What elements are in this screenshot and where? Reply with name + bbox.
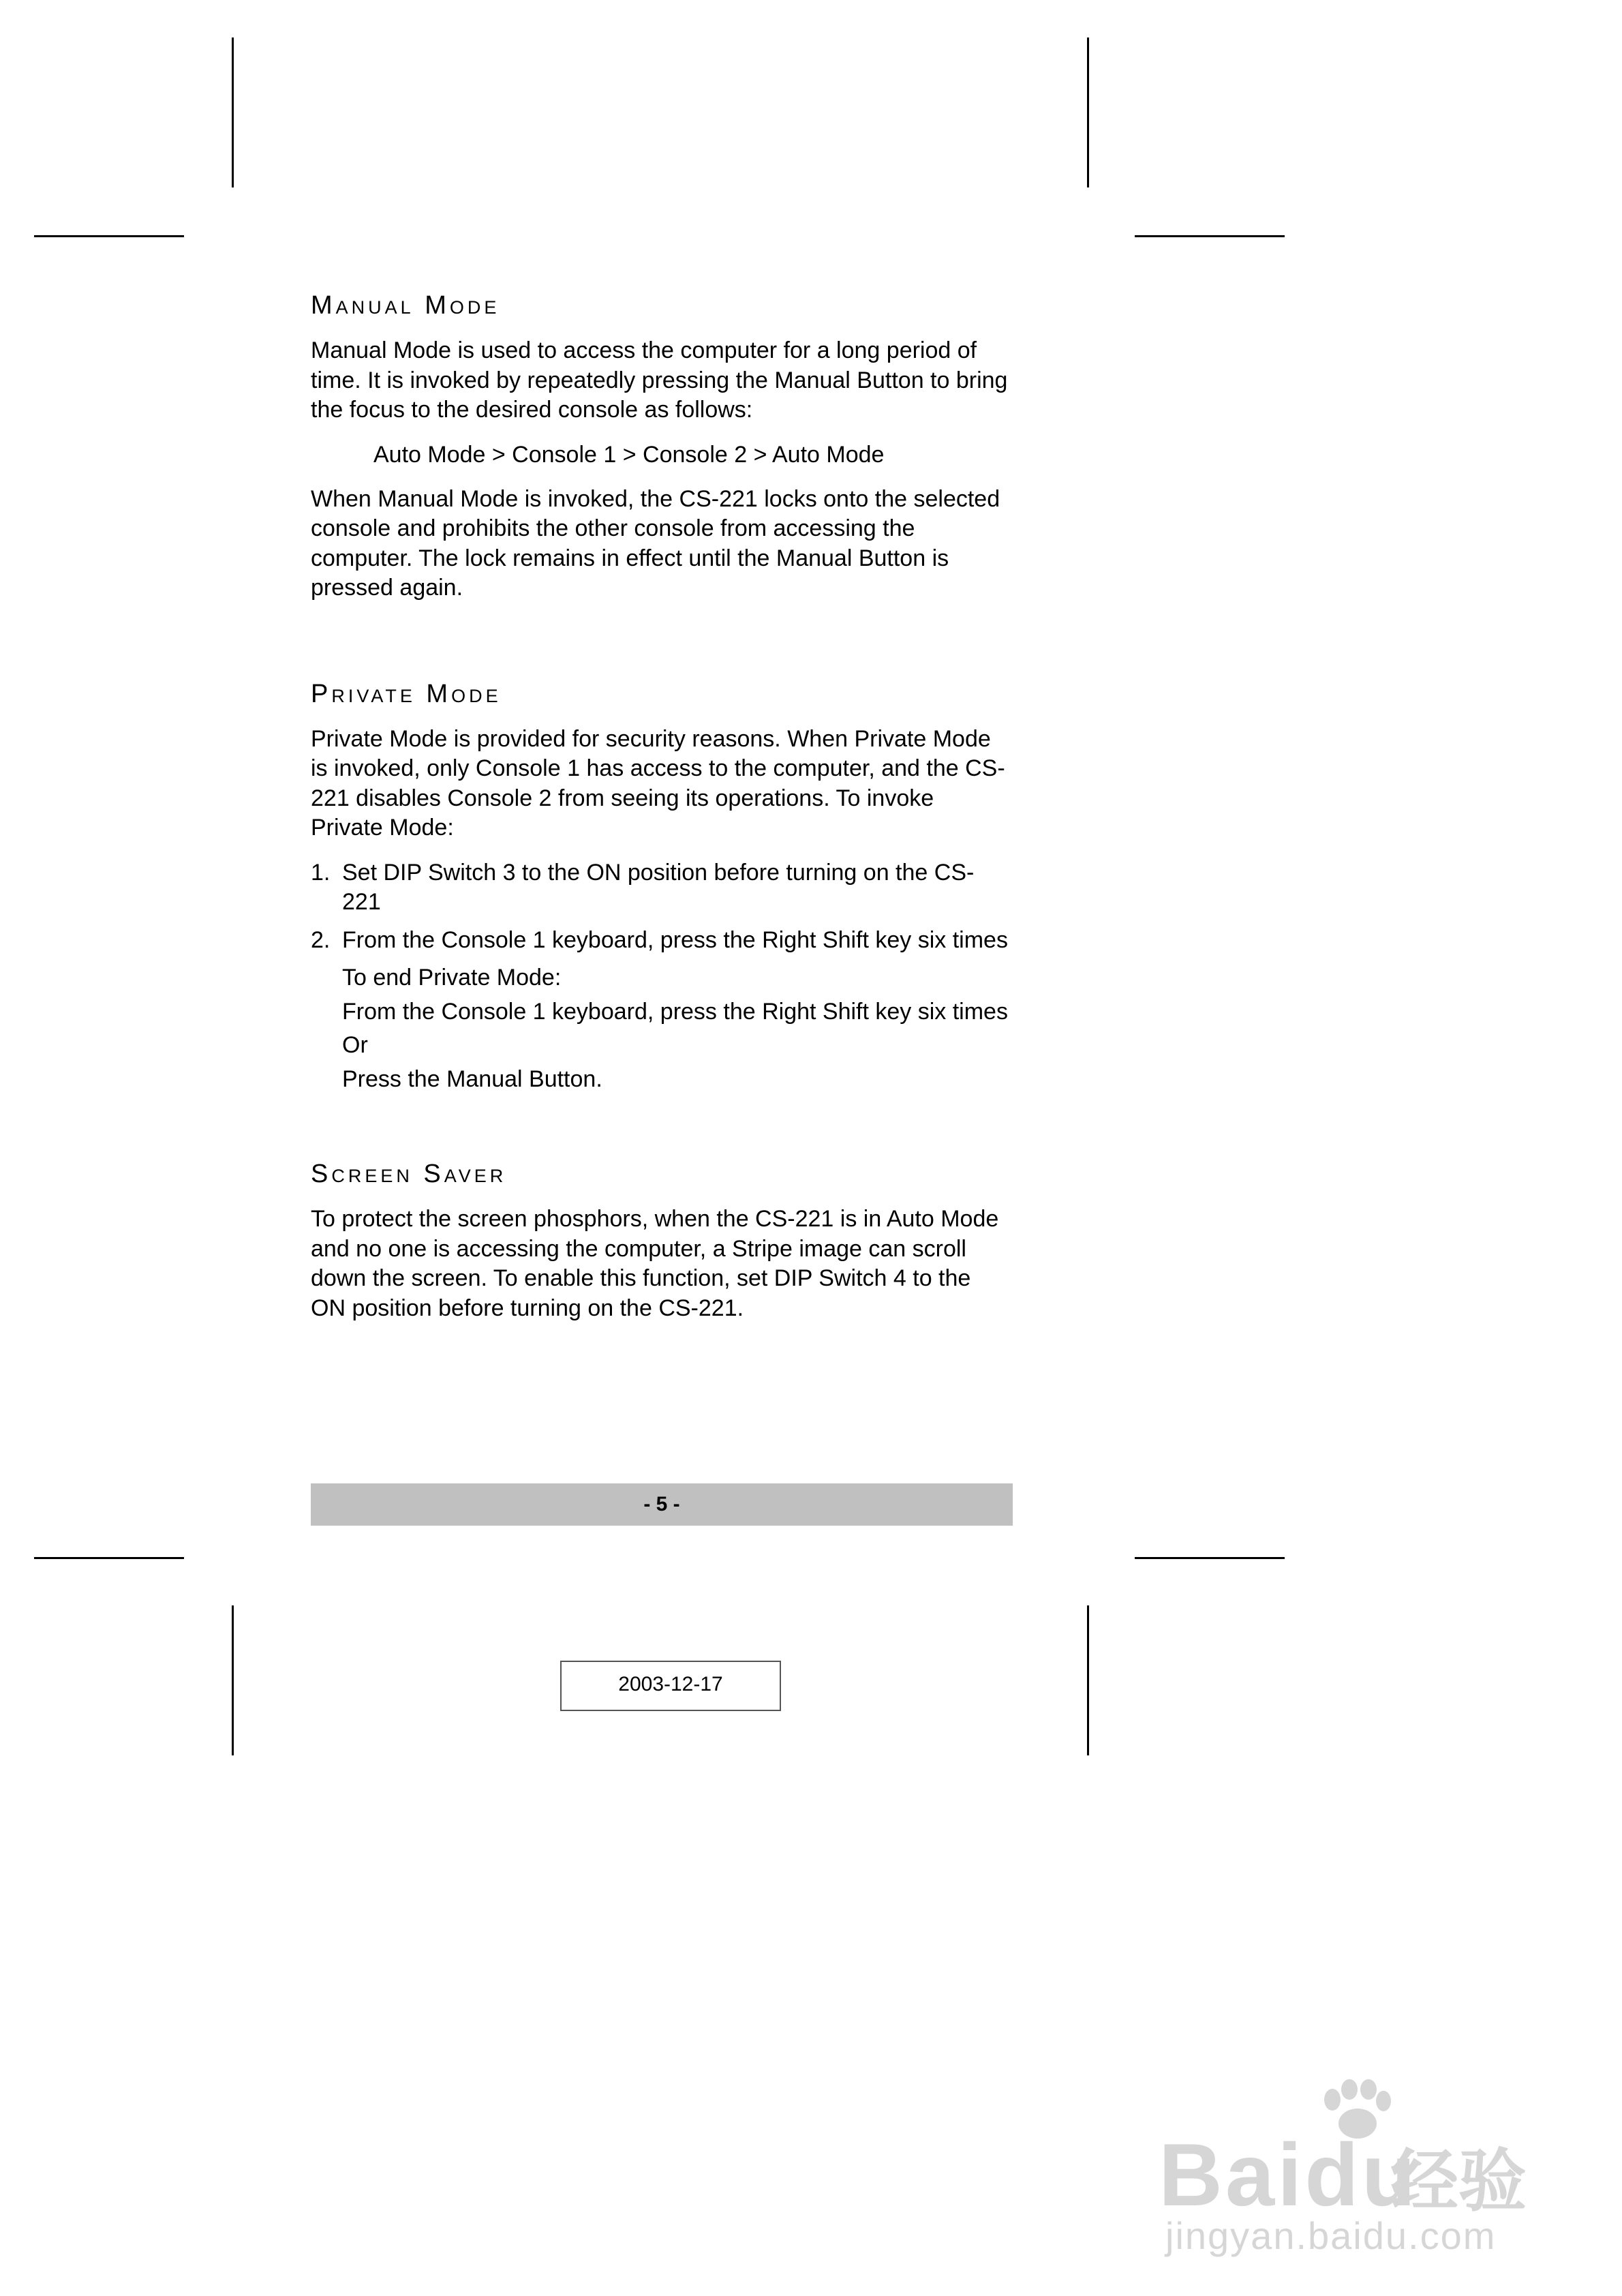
watermark-brand-bai: Bai [1159, 2125, 1305, 2224]
watermark-jingyan: 经验 [1390, 2143, 1527, 2220]
baidu-jingyan-watermark [1159, 2079, 1540, 2256]
crop-mark-top-left-h [34, 235, 184, 237]
watermark-brand-du: du [1304, 2125, 1419, 2224]
crop-mark-top-right-v [1087, 37, 1089, 187]
page-number: - 5 - [643, 1493, 680, 1515]
private-mode-intro: Private Mode is provided for security reasons. When Private Mode is invoked, only Console 1 has access to the computer, and the CS-221 disables Console 2 from seeing its operations. To invoke Private Mode: [311, 725, 1005, 841]
screen-saver-text: To protect the screen phosphors, when the CS-221 is in Auto Mode and no one is accessing the computer, a Stripe image can scroll down the screen. To enable this function, set DIP Switch 4 to the ON position before turning on the CS-221. [311, 1206, 999, 1321]
crop-mark-bottom-right-h [1135, 1557, 1285, 1559]
crop-mark-top-right-h [1135, 235, 1285, 237]
watermark-url: jingyan.baidu.com [1165, 2214, 1497, 2257]
manual-mode-heading: Manual Mode [311, 291, 500, 320]
list-text: Set DIP Switch 3 to the ON position before turning on the CS-221 [342, 859, 975, 915]
section-spacer [311, 1098, 1009, 1158]
end-private-option-1: From the Console 1 keyboard, press the Right Shift key six times [342, 998, 1008, 1025]
end-private-option-2: Press the Manual Button. [342, 1066, 602, 1092]
crop-mark-top-left-v [232, 37, 234, 187]
date-box [560, 1661, 781, 1711]
manual-mode-sequence: Auto Mode > Console 1 > Console 2 > Auto Mode [373, 441, 885, 468]
list-item [311, 926, 1009, 956]
end-private-intro: To end Private Mode: [342, 965, 562, 991]
document-body [311, 290, 1009, 1338]
crop-mark-bottom-left-v [232, 1605, 234, 1755]
list-item [311, 858, 1009, 918]
crop-mark-bottom-right-v [1087, 1605, 1089, 1755]
private-mode-heading: Private Mode [311, 679, 502, 708]
manual-mode-lock-text: When Manual Mode is invoked, the CS-221 locks onto the selected console and prohibits the other console from accessing the computer. The lock remains in effect until the Manual Button is pressed again. [311, 485, 1000, 601]
screen-saver-heading: Screen Saver [311, 1160, 507, 1188]
manual-mode-intro: Manual Mode is used to access the computer for a long period of time. It is invoked by repeatedly pressing the Manual Button to bring the focus to the desired console as follows: [311, 337, 1008, 423]
list-number: 2. [311, 926, 331, 953]
section-spacer [311, 618, 1009, 678]
list-text: From the Console 1 keyboard, press the Right Shift key six times [342, 926, 1008, 953]
crop-mark-bottom-left-h [34, 1557, 184, 1559]
end-private-or: Or [342, 1032, 368, 1058]
page-number-bar [311, 1483, 1013, 1526]
print-date: 2003-12-17 [618, 1673, 723, 1695]
watermark-brand [1159, 2127, 1418, 2222]
list-number: 1. [311, 859, 331, 886]
